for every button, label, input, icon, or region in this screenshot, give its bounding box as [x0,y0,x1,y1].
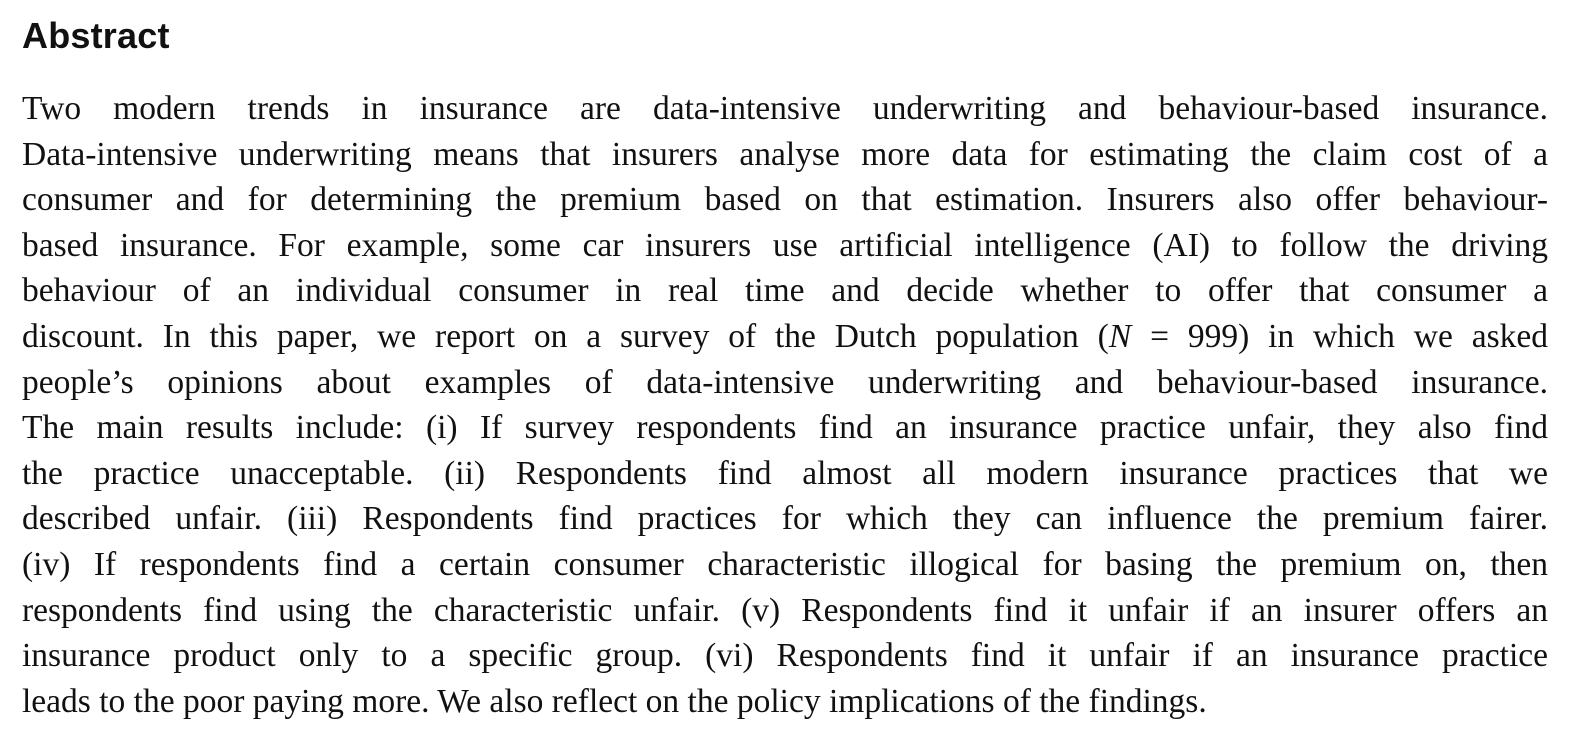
abstract-line: the practice unacceptable. (ii) Respondents find almost all modern insurance practices that we [22,454,1548,492]
sample-size-variable: N [1108,317,1132,355]
abstract-line-sample-size [22,314,1548,360]
abstract-line: based insurance. For example, some car insurers use artificial intelligence (AI) to follow the driving [22,226,1548,264]
abstract-line: (iv) If respondents find a certain consumer characteristic illogical for basing the premium on, then [22,545,1548,583]
abstract-line: The main results include: (i) If survey respondents find an insurance practice unfair, they also find [22,409,1548,447]
sample-size-value: 999 [1187,317,1239,355]
equals-sign: = [1131,317,1188,355]
abstract-line-last: leads to the poor paying more. We also reflect on the policy implications of the findings. [22,682,1207,720]
abstract-line: consumer and for determining the premium based on that estimation. Insurers also offer behaviour- [22,181,1548,219]
abstract-line: insurance product only to a specific group. (vi) Respondents find it unfair if an insurance practice [22,637,1548,675]
abstract-line: Data-intensive underwriting means that insurers analyse more data for estimating the claim cost of a [22,135,1548,173]
abstract-section [22,14,1548,724]
abstract-line: respondents find using the characteristic unfair. (v) Respondents find it unfair if an insurer offers an [22,591,1548,629]
abstract-line: described unfair. (iii) Respondents find practices for which they can influence the premium fairer. [22,500,1548,538]
line-text-after: ) in which we asked [1238,317,1548,355]
line-text-before: discount. In this paper, we report on a survey of the Dutch population ( [22,317,1109,355]
abstract-line: people’s opinions about examples of data-intensive underwriting and behaviour-based insurance. [22,363,1548,401]
abstract-line: Two modern trends in insurance are data-intensive underwriting and behaviour-based insurance. [22,90,1548,127]
abstract-paragraph [22,86,1548,724]
section-heading: Abstract [22,15,170,56]
abstract-line: behaviour of an individual consumer in real time and decide whether to offer that consumer a [22,272,1548,310]
